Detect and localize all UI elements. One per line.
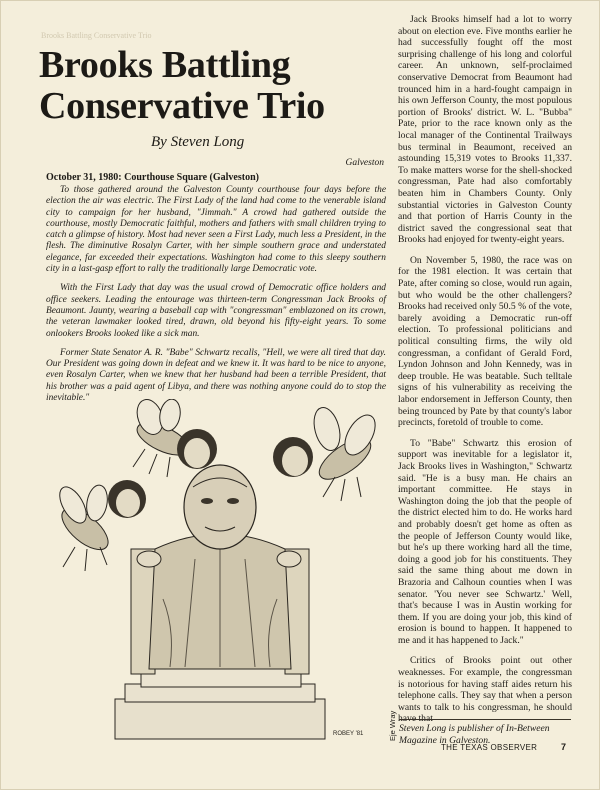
bee-top-right: [273, 405, 381, 501]
right-column: [398, 14, 572, 734]
dateline-place: Galveston: [345, 158, 384, 168]
body-paragraph: To "Babe" Schwartz this erosion of support was inevitable for a legislator it, Jack Brooks lives in Washington," Schwartz said. "He is a busy man. He chairs an important committee. He stays in Washington doing the job that the people of the district elected him to do. He works hard and probably doesn't get home as often as the people of Jefferson County would like, but he's up there working hard all the time, doing a good job for his constituents. They said the same thing about me down in Brazoria and Calhoun counties when I was senator. 'You never see Schwartz.' Well, that's because I was in Austin working for them. If you are doing your job, this kind of erosion is bound to happen. It happened to me and it has happened to Jack.": [398, 437, 572, 646]
artist-signature: ROBEY '81: [333, 731, 364, 737]
intro-paragraph: With the First Lady that day was the usual crowd of Democratic office holders and office seekers. Leading the entourage was thirteen-term Congressman Jack Brooks of Beaumont. Jaunty, wearing a baseball cap with "congressman" emblazoned on its crown, the veteran lawmaker looked tired, drawn, old beyond his fifty-eight years. To some onlookers Brooks looked like a sick man.: [46, 283, 386, 339]
bio-rest: In-Between Magazine in Galveston.: [399, 723, 550, 746]
bio-divider: [399, 719, 571, 720]
eye: [201, 498, 213, 504]
cartoon-illustration: [45, 399, 390, 743]
dateline: October 31, 1980: Courthouse Square (Galveston): [46, 172, 259, 183]
body-paragraph: On November 5, 1980, the race was on for the 1981 election. It was certain that Pate, after coming so close, would run again, but who would be the other challengers? Brooks had received only 50.5 % of the vote, barely avoiding a Democratic run-off election. To professional politicians and political consulting firms, the wily old congressman, a confidant of Gerald Ford, Lyndon Johnson and John Kennedy, was in deep trouble. He was beatable. Such telltale signs of his vulnerability as receiving the labor endorsement in Jefferson County, then being trounced by Pate by that county's labor precincts, foretold of trouble to come.: [398, 254, 572, 429]
body-paragraph: Jack Brooks himself had a lot to worry about on election eve. Five months earlier he had successfully fought off the most surprising challenge of his long and colorful career. An unknown, self-proclaimed conservative Democrat from Beaumont had trounced him in a hard-fought campaign in his own Jefferson County, the most populous portion of Brooks' district. W. L. "Bubba" Pate, prior to the race known only as the local manager of the Continental Trailways bus terminal in Beaumont, received an astounding 15,319 votes to Brooks 11,337. To make matters worse for the shell-shocked congressman, Pate had also comfortably beaten him in Chambers County. Only substantial victories in Galveston County and that portion of Harris County in the district saved the congressional seat that Brooks had enjoyed for twenty-eight years.: [398, 14, 572, 246]
intro-paragraph: Former State Senator A. R. "Babe" Schwartz recalls, "Hell, we were all tired that day. Our President was going down in defeat and we knew it. It was hard to be nice to anyone, even Rosalyn Carter, when we knew that her husband had been a terrible President, that his brother was a paid agent of Libya, and there was nothing anyone could do to stop the inevitable.": [46, 347, 386, 404]
headline-line-1: Brooks Battling: [39, 44, 291, 86]
left-hand: [137, 551, 161, 567]
statue-base: [115, 699, 325, 739]
intro-paragraph: To those gathered around the Galveston County courthouse four days before the election the air was electric. The First Lady of the land had come to the venerable island city to campaign for her husband, "Jimmah." A crowd had gathered outside the courthouse, mostly Democratic faithful, mothers and fathers with small children trying to catch a glimpse of history. Most had never seen a First Lady, much less a President, in the flesh. The diminutive Rosalyn Carter, with her simple southern grace and understated elegance, far exceeded their expectations. Washington had come to this sleepy southern city in a last-gasp effort to rally the traditionally large Democratic vote.: [46, 185, 386, 275]
body-paragraph: Critics of Brooks point out other weaknesses. For example, the congressman is notorious for having staff aides return his telephone calls. They say that when a person wants to talk to his congressman, he should have that: [398, 655, 572, 725]
photo-credit: Eje Wray: [388, 710, 397, 741]
publication-name: THE TEXAS OBSERVER: [441, 743, 538, 752]
page-number: 7: [561, 742, 567, 752]
page-footer: [441, 743, 581, 752]
right-hand: [277, 551, 301, 567]
byline: By Steven Long: [151, 134, 245, 150]
headline: [39, 45, 369, 127]
statue-step: [141, 667, 301, 687]
intro-text: [46, 185, 386, 412]
headline-line-2: Conservative Trio: [39, 85, 325, 127]
faint-bleed-through: Brooks Battling Conservative Trio: [41, 31, 152, 40]
bee-top-left: [133, 399, 217, 477]
eye: [227, 498, 239, 504]
bio-name: Steven Long is publisher of: [399, 723, 504, 734]
